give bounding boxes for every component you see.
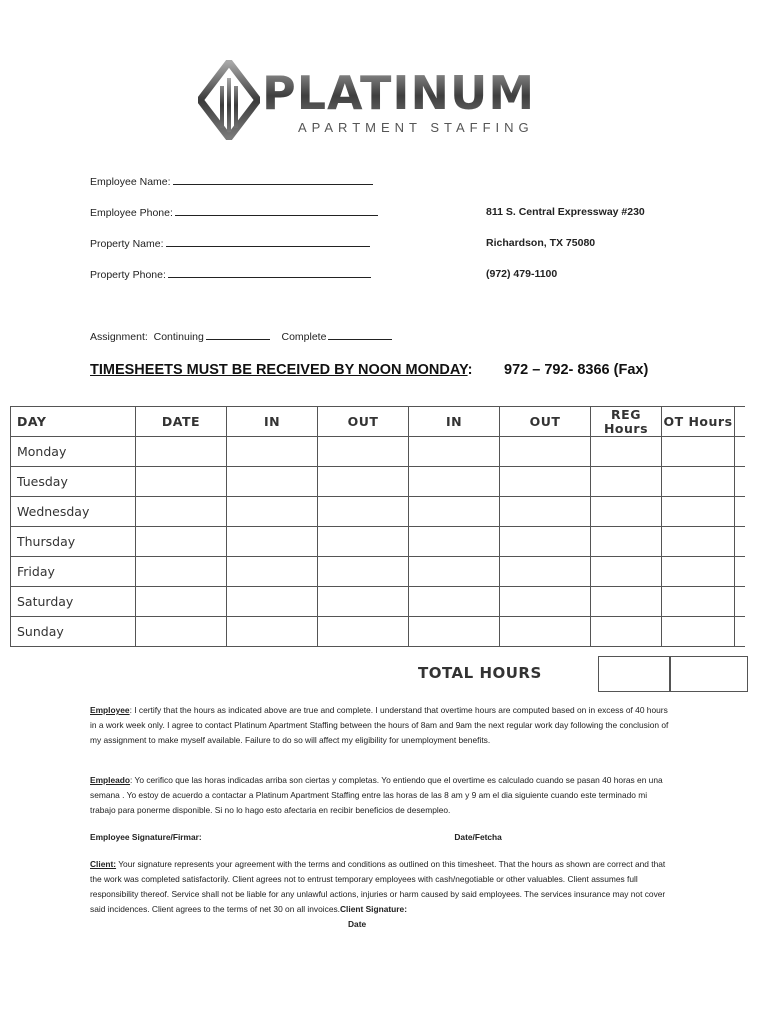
- day-label: Sunday: [11, 617, 136, 647]
- entry-cell[interactable]: [662, 617, 735, 647]
- date-fetcha-label: Date/Fetcha: [454, 832, 502, 842]
- entry-cell[interactable]: [318, 557, 409, 587]
- assignment-label: Assignment:: [90, 331, 148, 343]
- extra-cell: [735, 497, 746, 527]
- deadline-text: TIMESHEETS MUST BE RECEIVED BY NOON MONDAY: [90, 362, 468, 378]
- table-row: [11, 527, 746, 557]
- total-hours-label: TOTAL HOURS: [418, 664, 542, 682]
- fax-number: 972 – 792- 8366 (Fax): [504, 362, 649, 378]
- entry-cell[interactable]: [591, 437, 662, 467]
- entry-cell[interactable]: [318, 617, 409, 647]
- entry-cell[interactable]: [409, 587, 500, 617]
- logo-subtitle: APARTMENT STAFFING: [298, 120, 534, 135]
- entry-cell[interactable]: [500, 557, 591, 587]
- employee-name-field[interactable]: [90, 175, 373, 188]
- entry-cell[interactable]: [500, 617, 591, 647]
- extra-cell: [735, 527, 746, 557]
- entry-cell[interactable]: [318, 467, 409, 497]
- entry-cell[interactable]: [136, 527, 227, 557]
- entry-cell[interactable]: [500, 497, 591, 527]
- header-in-2: IN: [409, 407, 500, 437]
- entry-cell[interactable]: [409, 467, 500, 497]
- table-row: [11, 497, 746, 527]
- entry-cell[interactable]: [136, 557, 227, 587]
- property-name-label: Property Name:: [90, 238, 164, 250]
- entry-cell[interactable]: [227, 497, 318, 527]
- extra-cell: [735, 557, 746, 587]
- table-header-row: [11, 407, 746, 437]
- company-logo: [198, 58, 568, 144]
- continuing-label: Continuing: [153, 331, 204, 343]
- extra-cell: [735, 437, 746, 467]
- entry-cell[interactable]: [591, 617, 662, 647]
- header-in-1: IN: [227, 407, 318, 437]
- employee-phone-field[interactable]: [90, 206, 378, 219]
- office-phone: (972) 479-1100: [486, 268, 558, 280]
- day-label: Saturday: [11, 587, 136, 617]
- deadline-notice: [90, 362, 472, 378]
- table-row: [11, 557, 746, 587]
- entry-cell[interactable]: [318, 587, 409, 617]
- entry-cell[interactable]: [662, 527, 735, 557]
- entry-cell[interactable]: [591, 467, 662, 497]
- complete-line[interactable]: [328, 330, 392, 340]
- entry-cell[interactable]: [500, 437, 591, 467]
- employee-phone-line[interactable]: [175, 206, 378, 216]
- empleado-para-label: Empleado: [90, 775, 131, 785]
- header-extra-cell: [735, 407, 746, 437]
- total-ot-hours-cell[interactable]: [670, 656, 748, 692]
- entry-cell[interactable]: [662, 497, 735, 527]
- table-row: [11, 617, 746, 647]
- client-date-label: Date: [348, 919, 367, 929]
- entry-cell[interactable]: [500, 527, 591, 557]
- entry-cell[interactable]: [500, 587, 591, 617]
- entry-cell[interactable]: [591, 497, 662, 527]
- entry-cell[interactable]: [662, 557, 735, 587]
- complete-label: Complete: [281, 331, 327, 343]
- employee-signature-row: [90, 832, 690, 842]
- empleado-certification: [90, 773, 670, 818]
- entry-cell[interactable]: [409, 527, 500, 557]
- employee-phone-label: Employee Phone:: [90, 207, 173, 219]
- day-rows: [11, 437, 746, 647]
- extra-cell: [735, 587, 746, 617]
- entry-cell[interactable]: [591, 527, 662, 557]
- entry-cell[interactable]: [136, 587, 227, 617]
- employee-signature-label: Employee Signature/Firmar:: [90, 832, 202, 842]
- entry-cell[interactable]: [318, 497, 409, 527]
- property-phone-field[interactable]: [90, 268, 371, 281]
- entry-cell[interactable]: [662, 467, 735, 497]
- day-label: Thursday: [11, 527, 136, 557]
- entry-cell[interactable]: [136, 437, 227, 467]
- entry-cell[interactable]: [227, 557, 318, 587]
- entry-cell[interactable]: [409, 437, 500, 467]
- entry-cell[interactable]: [500, 467, 591, 497]
- diamond-logo-icon: [198, 60, 260, 140]
- entry-cell[interactable]: [662, 587, 735, 617]
- entry-cell[interactable]: [409, 557, 500, 587]
- total-reg-hours-cell[interactable]: [598, 656, 670, 692]
- header-ot-hours: OT Hours: [662, 407, 735, 437]
- entry-cell[interactable]: [227, 587, 318, 617]
- employee-para-text: : I certify that the hours as indicated above are true and complete. I understand that overtime hours are computed based on in excess of 40 hours in a work week only. I agree to contact Platinum Apartment Staffing between the hours of 8am and 9am the next regular work day following the conclusion of my assignment to make myself available. Failure to do so will affect my eligibility for unemployment benefits.: [90, 705, 669, 745]
- entry-cell[interactable]: [227, 617, 318, 647]
- employee-para-label: Employee: [90, 705, 130, 715]
- client-signature-label: Client Signature:: [340, 904, 408, 914]
- entry-cell[interactable]: [591, 587, 662, 617]
- property-phone-label: Property Phone:: [90, 269, 166, 281]
- timesheet-table: [10, 406, 745, 647]
- entry-cell[interactable]: [136, 467, 227, 497]
- entry-cell[interactable]: [662, 437, 735, 467]
- client-para-label: Client:: [90, 859, 117, 869]
- header-out-2: OUT: [500, 407, 591, 437]
- employee-name-line[interactable]: [173, 175, 373, 185]
- employee-name-label: Employee Name:: [90, 176, 171, 188]
- assignment-row: [90, 330, 392, 343]
- entry-cell[interactable]: [227, 437, 318, 467]
- entry-cell[interactable]: [227, 467, 318, 497]
- table-row: [11, 587, 746, 617]
- entry-cell[interactable]: [136, 497, 227, 527]
- entry-cell[interactable]: [318, 437, 409, 467]
- entry-cell[interactable]: [409, 617, 500, 647]
- property-name-line[interactable]: [166, 237, 370, 247]
- header-reg-hours: REG Hours: [591, 407, 662, 437]
- entry-cell[interactable]: [409, 497, 500, 527]
- table-row: [11, 467, 746, 497]
- entry-cell[interactable]: [591, 557, 662, 587]
- employee-certification: [90, 703, 670, 748]
- address-city: Richardson, TX 75080: [486, 237, 596, 249]
- day-label: Tuesday: [11, 467, 136, 497]
- entry-cell[interactable]: [318, 527, 409, 557]
- property-name-field[interactable]: [90, 237, 370, 250]
- continuing-line[interactable]: [206, 330, 270, 340]
- header-day: DAY: [11, 407, 136, 437]
- day-label: Wednesday: [11, 497, 136, 527]
- client-agreement: [90, 857, 670, 932]
- property-phone-line[interactable]: [168, 268, 371, 278]
- day-label: Monday: [11, 437, 136, 467]
- header-out-1: OUT: [318, 407, 409, 437]
- client-para-text: Your signature represents your agreement with the terms and conditions as outlined on this timesheet. That the hours as shown are correct and that the work was completed satisfactorily. Client agrees not to entrust temporary employees with cash/negotiable or other valuables. Client assumes full responsibility thereof. Service shall not be liable for any unlawful actions, injuries or harm caused by said employees. The services insurance may not cover said incidences. Client agrees to the terms of net 30 on all invoices.: [90, 859, 666, 914]
- entry-cell[interactable]: [136, 617, 227, 647]
- table-row: [11, 437, 746, 467]
- address-street: 811 S. Central Expressway #230: [486, 206, 645, 218]
- entry-cell[interactable]: [227, 527, 318, 557]
- extra-cell: [735, 617, 746, 647]
- deadline-colon: :: [467, 362, 473, 378]
- extra-cell: [735, 467, 746, 497]
- empleado-para-text: : Yo cerifico que las horas indicadas arriba son ciertas y completas. Yo entiendo que el overtime es calculado cuando se pasan 40 horas en una semana . Yo estoy de acuerdo a contactar a Platinum Apartment Staffing entre las horas de las 8 am y 9 am el dia siguiente cuando este terminado mi trabajo para ponerme disponible. Si no lo hago esto afectaria en recibir beneficios de desempleo.: [90, 775, 663, 815]
- logo-wordmark: PLATINUM: [262, 66, 536, 120]
- header-date: DATE: [136, 407, 227, 437]
- day-label: Friday: [11, 557, 136, 587]
